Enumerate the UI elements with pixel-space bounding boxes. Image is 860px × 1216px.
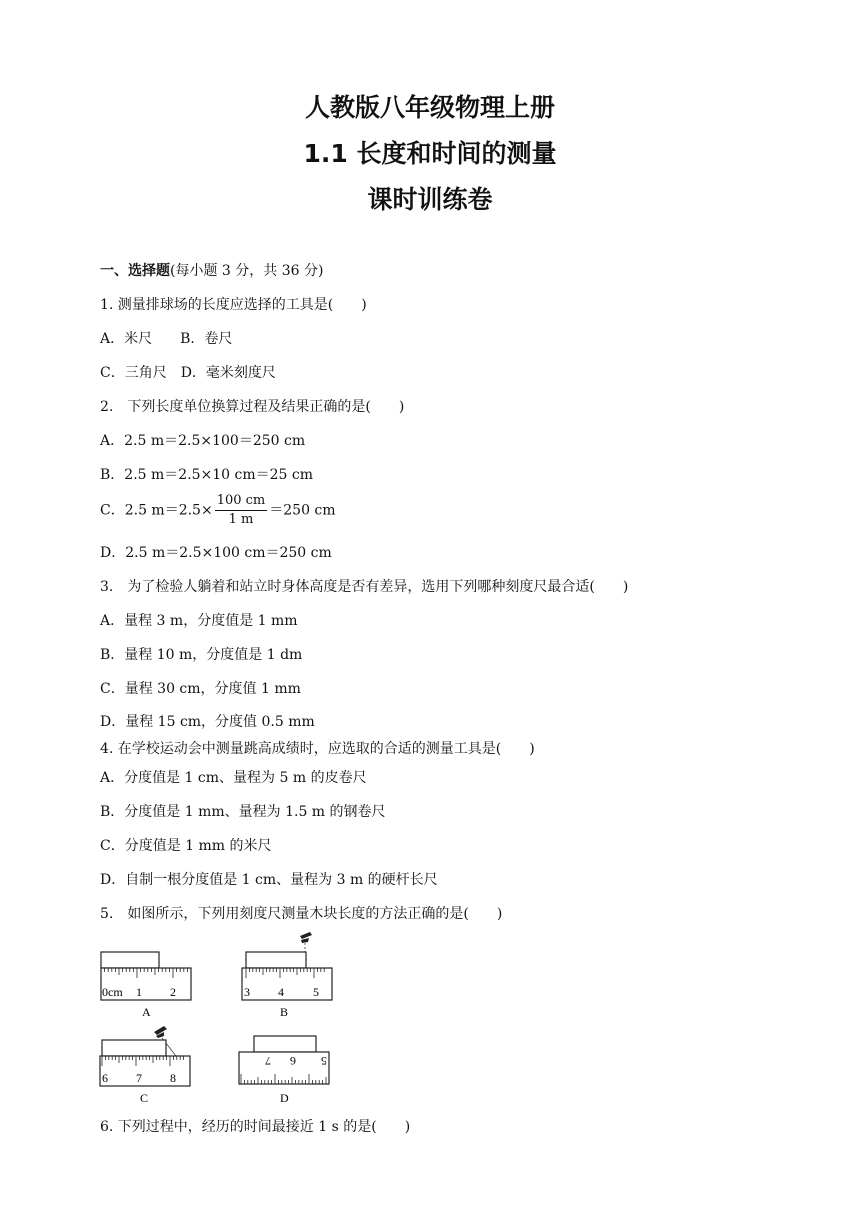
question-option: C．量程 30 cm，分度值 1 mm [100,681,301,697]
ruler-tick-label: 5 [313,985,319,999]
ruler-tick-label: 7 [265,1054,271,1068]
ruler-tick-label: 7 [136,1071,142,1085]
figure-label: D [280,1091,289,1105]
question-option: D．自制一根分度值是 1 cm、量程为 3 m 的硬杆长尺 [100,872,438,888]
ruler-tick-label: 6 [290,1054,296,1068]
ruler-body [239,1052,329,1084]
question-stem: 1. 测量排球场的长度应选择的工具是( ) [100,297,367,313]
wood-block [102,1040,166,1056]
question-stem: 4. 在学校运动会中测量跳高成绩时，应选取的合适的测量工具是( ) [100,741,535,757]
question-option: D．2.5 m＝2.5×100 cm＝250 cm [100,545,332,561]
figure-label: B [280,1005,289,1019]
ruler-tick-label: 1 [136,985,142,999]
question-stem: 2. 下列长度单位换算过程及结果正确的是( ) [100,399,405,415]
eye-icon [154,1026,167,1038]
ruler-tick-label: 8 [170,1071,176,1085]
ruler-tick-label: 4 [278,985,284,999]
ruler-body [100,1056,190,1086]
question-option: B．量程 10 m，分度值是 1 dm [100,647,303,663]
ruler-tick-label: 6 [102,1071,108,1085]
wood-block [101,952,159,968]
figure-label: C [140,1091,149,1105]
fraction-denominator: 1 m [228,512,254,527]
doc-title-line3: 课时训练卷 [367,185,493,214]
question-option: C．三角尺 D．毫米刻度尺 [100,365,276,381]
eye-icon [300,932,312,943]
ruler-tick-label: 0cm [102,985,123,999]
ruler-figure-b [238,930,338,1020]
fraction [215,492,268,529]
section-note: (每小题 3 分，共 36 分) [170,263,324,279]
fraction-suffix: ＝250 cm [269,502,336,519]
figure-label: A [142,1005,151,1019]
doc-title-line1: 人教版八年级物理上册 [304,93,555,122]
question-option: A．2.5 m＝2.5×100＝250 cm [100,433,306,449]
question-option: C．分度值是 1 mm 的米尺 [100,838,272,854]
ruler-tick-label: 3 [244,985,250,999]
ruler-figure-c [96,1022,196,1108]
question-option-fraction [100,492,336,529]
question-option: D．量程 15 cm，分度值 0.5 mm [100,714,315,730]
wood-block [246,952,306,968]
ruler-figure-d [236,1032,336,1108]
question-option: A．分度值是 1 cm、量程为 5 m 的皮卷尺 [100,770,367,786]
fraction-prefix: C．2.5 m＝2.5× [100,502,213,519]
question-stem: 3. 为了检验人躺着和站立时身体高度是否有差异，选用下列哪种刻度尺最合适( ) [100,579,629,595]
question-option: A．米尺 B．卷尺 [100,331,233,347]
fraction-numerator: 100 cm [215,492,268,511]
doc-title-line2: 1.1 长度和时间的测量 [303,139,557,168]
ruler-tick-label: 2 [170,985,176,999]
ruler-tick-label: 5 [321,1054,327,1068]
question-option: B．2.5 m＝2.5×10 cm＝25 cm [100,467,314,483]
question-stem: 5. 如图所示，下列用刻度尺测量木块长度的方法正确的是( ) [100,906,503,922]
wood-block [254,1036,316,1052]
question-stem: 6. 下列过程中，经历的时间最接近 1 s 的是( ) [100,1119,411,1135]
question-option: A．量程 3 m，分度值是 1 mm [100,613,298,629]
section-heading [100,260,323,280]
question-option: B．分度值是 1 mm、量程为 1.5 m 的钢卷尺 [100,804,386,820]
section-title: 一、选择题 [100,263,170,279]
ruler-figure-a [98,948,194,1020]
